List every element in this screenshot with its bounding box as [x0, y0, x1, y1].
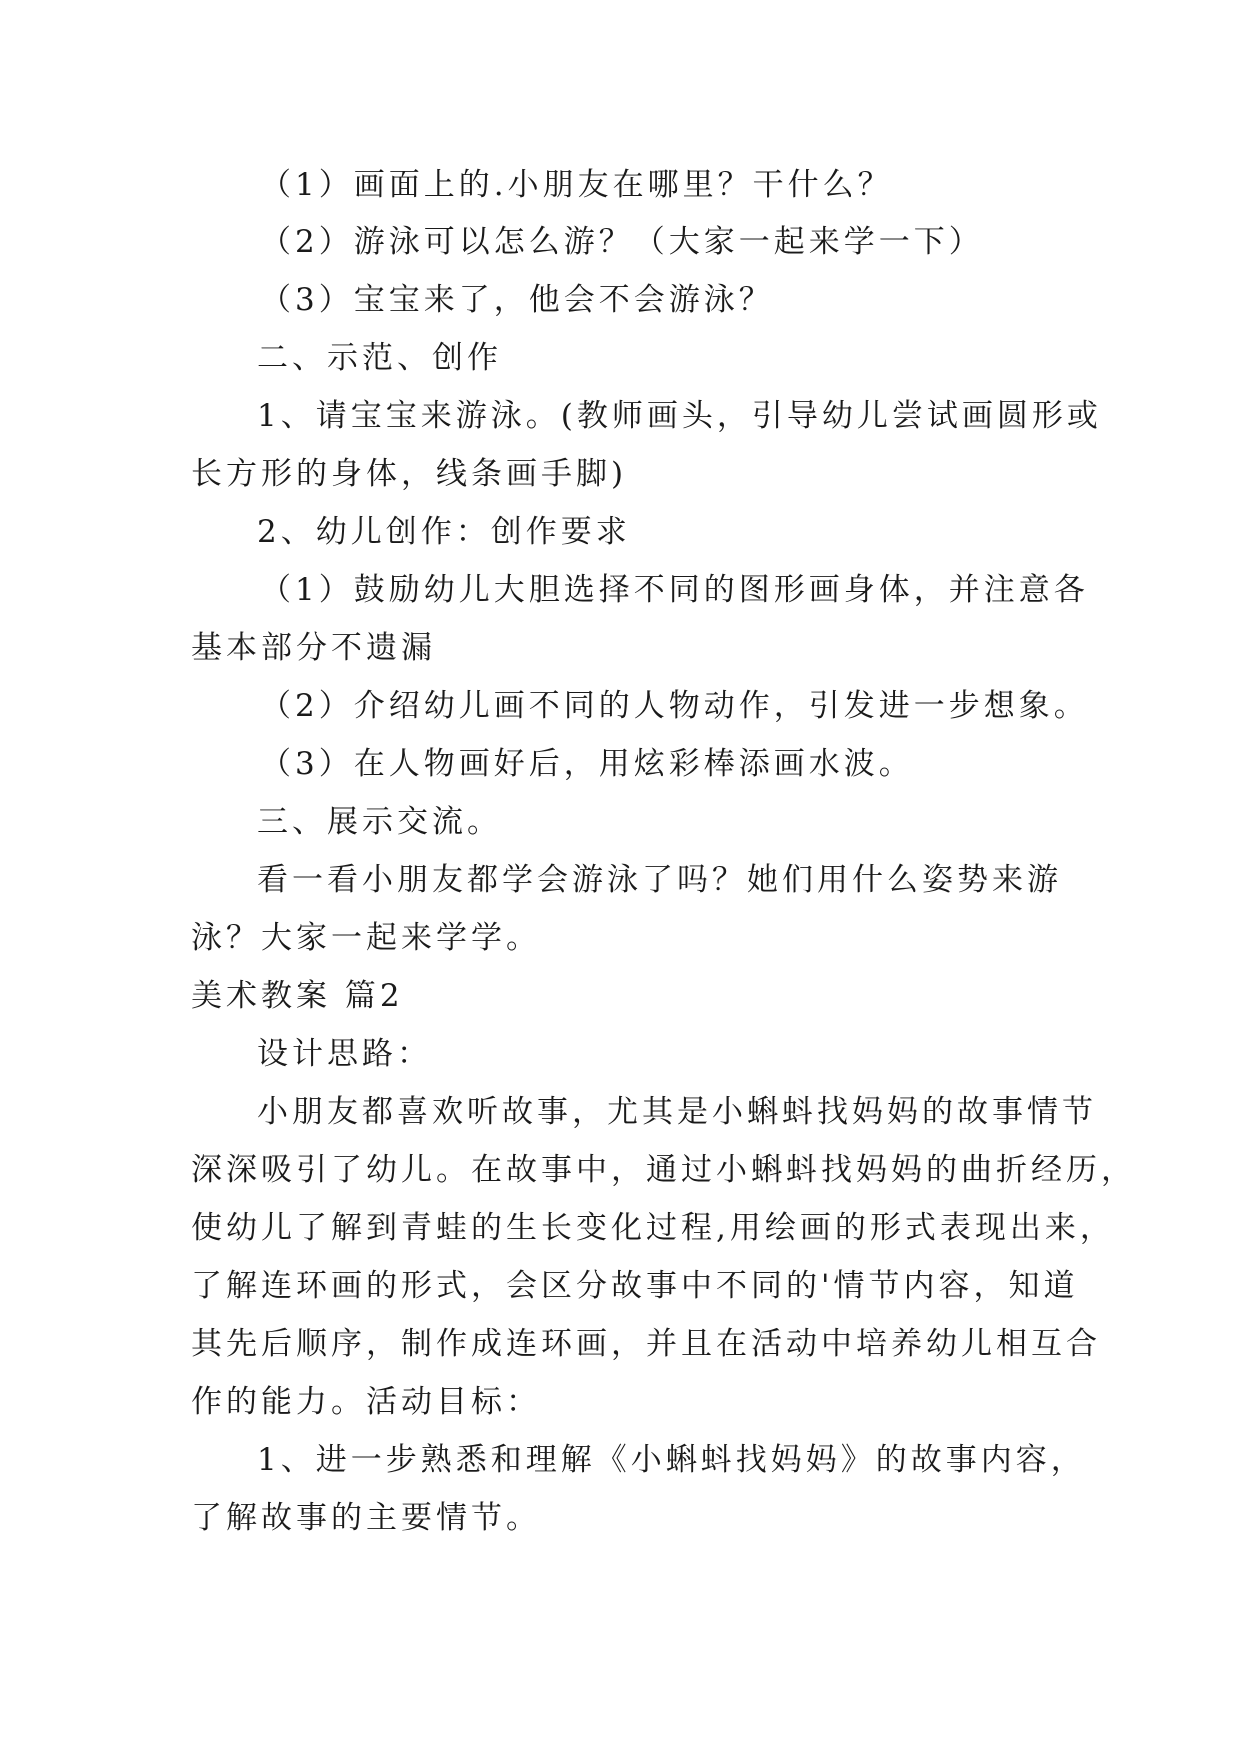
section-heading: 设计思路： [257, 1036, 432, 1072]
text-line: 看一看小朋友都学会游泳了吗？她们用什么姿势来游 [257, 862, 1062, 898]
text-line: 深深吸引了幼儿。在故事中，通过小蝌蚪找妈妈的曲折经历， [191, 1152, 1136, 1188]
text-line: 作的能力。活动目标： [191, 1384, 541, 1420]
text-line: （2）介绍幼儿画不同的人物动作，引发进一步想象。 [260, 688, 1089, 724]
text-line: 长方形的身体，线条画手脚) [191, 456, 628, 492]
text-line: 1、进一步熟悉和理解《小蝌蚪找妈妈》的故事内容， [257, 1442, 1086, 1478]
text-line: （3）宝宝来了，他会不会游泳？ [260, 282, 774, 318]
section-heading: 二、示范、创作 [257, 340, 502, 376]
text-line: （1）鼓励幼儿大胆选择不同的图形画身体，并注意各 [260, 572, 1089, 608]
text-line: 了解故事的主要情节。 [191, 1500, 541, 1536]
document-title: 美术教案 篇2 [191, 978, 404, 1014]
text-line: 2、幼儿创作：创作要求 [257, 514, 631, 550]
text-line: 基本部分不遗漏 [191, 630, 436, 666]
text-line: （2）游泳可以怎么游？（大家一起来学一下） [260, 224, 984, 260]
text-line: 使幼儿了解到青蛙的生长变化过程,用绘画的形式表现出来， [191, 1210, 1115, 1246]
text-line: 其先后顺序，制作成连环画，并且在活动中培养幼儿相互合 [191, 1326, 1101, 1362]
text-line: （3）在人物画好后，用炫彩棒添画水波。 [260, 746, 914, 782]
text-line: 泳？大家一起来学学。 [191, 920, 541, 956]
text-line: （1）画面上的.小朋友在哪里？干什么？ [260, 167, 893, 203]
text-line: 小朋友都喜欢听故事，尤其是小蝌蚪找妈妈的故事情节 [257, 1094, 1097, 1130]
section-heading: 三、展示交流。 [257, 804, 502, 840]
text-line: 了解连环画的形式，会区分故事中不同的'情节内容，知道 [191, 1268, 1079, 1304]
text-line: 1、请宝宝来游泳。(教师画头，引导幼儿尝试画圆形或 [257, 398, 1102, 434]
